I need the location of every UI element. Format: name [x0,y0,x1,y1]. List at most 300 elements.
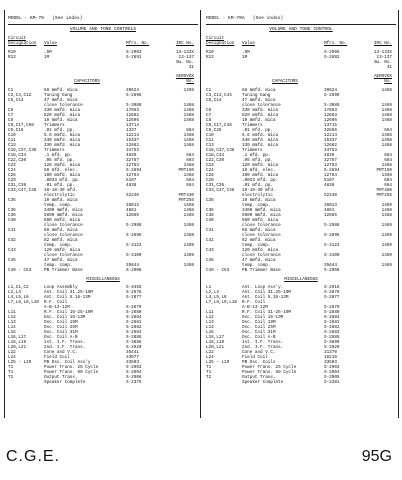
value-cell: Power Trans. 60 Cycle [242,370,297,375]
circuit-cell: C35 [206,198,214,203]
part-no-cell: 1468 [183,138,194,143]
value-cell: .01 mfd. pp. [44,183,75,188]
value-cell: PB Osc. Coils [242,360,276,365]
value-cell: R.F. Coil [44,300,68,305]
part-no-cell: 1468 [183,213,194,218]
value-cell: 330 mmfd. mica [242,108,279,113]
value-cell: 82 mmfd. mica [44,238,78,243]
circuit-cell: C1 [8,88,14,93]
part-no-cell: 13-133X [175,50,194,55]
mfrs-cell: S-3455 [126,285,142,290]
value-cell: 100 mmfd. mica [44,173,81,178]
mfrs-cell: 17863 [126,108,139,113]
mfrs-cell: S-2878 [324,290,340,295]
part-no-cell: Sw. No. [175,60,194,65]
value-cell: Ant. Coil 5.16-13M [242,295,289,300]
value-cell: 5.6 mmfd. mica [242,133,279,138]
value-cell: 47 mmfd. mica [242,98,276,103]
part-no-cell: 13-137 [376,55,392,60]
mfrs-cell: 36013 [126,203,139,208]
value-cell: .01 mfd. pp. [242,128,273,133]
aerovox-header: AEROVOX [175,74,194,79]
circuit-cell: C49 - C53 [8,268,32,273]
circuit-cell: L2,L3 [8,290,21,295]
circuit-cell: L12 [8,315,16,320]
value-cell: Tuning Gang [44,93,73,98]
misc-rows [8,285,198,385]
circuit-cell: C6 [206,108,212,113]
value-cell: 1M [44,55,50,60]
part-no-cell: 1468 [183,143,194,148]
part-no-cell: 684 [384,158,392,163]
circuit-cell: C23 [8,163,16,168]
value-cell: 50 mfd. elec. [44,168,78,173]
value-cell: 820 mmfd. mica [242,113,279,118]
circuit-cell: L18,L19 [206,340,225,345]
mfrs-cell: 4881 [324,208,335,213]
part-no-cell: 684 [186,178,194,183]
value-cell: R.F. Coil 31-25-19M [242,310,291,315]
circuit-cell: L13 [8,320,16,325]
part-no-cell: Sw. No. [373,60,392,65]
mfrs-cell: S-2885 [126,335,142,340]
mfrs-cell: S-2908 [324,268,340,273]
circuit-cell: L1 [206,285,212,290]
mfrs-cell: 13715 [324,123,337,128]
part-no-cell [166,380,194,385]
circuit-cell: L24 [8,355,16,360]
value-header: Value [44,41,57,46]
mfrs-cell: 36013 [324,203,337,208]
value-cell: 680 mmfd. mica [242,218,279,223]
part-no-cell: 684 [186,158,194,163]
mfrs-cell: 12865 [126,213,139,218]
circuit-cell: C5,C14 [8,98,24,103]
value-cell: 340 mmfd. mica [242,138,279,143]
circuit-cell: C38 [206,213,214,218]
part-no-cell: 1468 [183,163,194,168]
mfrs-cell: 35644 [126,263,139,268]
model-heading: MODEL - KM-70A (See index) [206,16,284,21]
value-cell: .1 mfd. pp. [242,153,271,158]
circuit-cell: C35 [8,198,16,203]
value-cell: 120 mmfd. mica [242,248,279,253]
mfrs-cell: S-2880 [324,310,340,315]
mfrs-cell: 15337 [126,138,139,143]
part-no-cell: 13-133X [373,50,392,55]
circuit-cell: L15 [8,330,16,335]
mfrs-cell: 12763 [324,163,337,168]
designation-header: Designation [206,41,235,46]
circuit-cell: L18,L19 [8,340,27,345]
mfrs-cell: 12214 [324,133,337,138]
part-no-cell: PRT480 [376,188,392,193]
circuit-cell: L7,L8,L9,L10 [8,300,39,305]
mfrs-cell: S-2877 [126,295,142,300]
part-no-cell: 684 [384,128,392,133]
circuit-cell: L7,L8,L9,L10 [206,300,237,305]
circuit-cell: C3,C4,C12 [8,93,32,98]
mfrs-cell: S-2916 [324,285,340,290]
mfrs-cell: S-2903 [126,365,142,370]
value-cell: Speaker Complete [44,380,86,385]
circuit-cell: C3,C13,C44 [206,93,232,98]
circuit-cell: C33,C47,C48 [206,188,235,193]
table-row [206,380,396,385]
circuit-cell: C9,C17,C48 [206,123,232,128]
mfrs-cell: 4838 [126,183,137,188]
table-row [206,65,396,70]
misc-rows [206,285,396,385]
value-cell: PB Osc. Coil Ass'y [44,360,91,365]
circuit-cell: C29 [8,178,16,183]
mfrs-cell [126,65,166,70]
circuit-cell: C8 [8,118,14,123]
circuit-cell: R10 [206,50,214,55]
mfrs-cell: S-2894 [324,168,340,173]
mfrs-cell: S-2895 [324,233,340,238]
circuit-cell: C38 [8,213,16,218]
circuit-cell: C40 [206,218,214,223]
value-cell: 120 mmfd. mica [242,163,279,168]
value-cell: Trimmers [44,148,65,153]
circuit-cell: L11 [8,310,16,315]
mfrs-cell: 32556 [324,128,337,133]
mfrs-cell: S2240 [324,193,337,198]
circuit-cell: C5,C14 [206,98,222,103]
mfrs-cell: S-3089 [126,103,142,108]
volume-rows [8,50,198,70]
value-cell: .0033 mfd. pp. [242,178,279,183]
part-no-cell: PRT150 [376,168,392,173]
circuit-cell: C40 [8,218,16,223]
circuit-cell: C22,C30 [206,158,225,163]
mfrs-cell: 12696 [126,118,139,123]
value-cell: .5M [242,50,250,55]
value-cell: .01 mfd. pp. [44,128,75,133]
value-cell: Ant. Coil 31.25-19M [242,290,291,295]
part-no-cell: 1468 [381,173,392,178]
mfrs-cell: 34753 [324,148,337,153]
part-no-cell: 1469 [183,243,194,248]
value-cell: temp. comp. [44,243,73,248]
mfrs-cell: S-2882 [126,325,142,330]
mfrs-cell: S-3100 [324,253,340,258]
aerovox-header: AEROVOX [373,74,392,79]
mfrs-cell: 4838 [324,183,335,188]
circuit-cell: C31,C36 [8,183,27,188]
value-cell: close tolerance [44,233,83,238]
part-no-cell: 1468 [381,138,392,143]
value-cell: electrolytic [44,193,75,198]
value-cell: Power Trans. 25 Cycle [44,365,99,370]
part-no-cell: 1469 [381,243,392,248]
circuit-cell: C23 [206,163,214,168]
volume-section-title: VOLUME AND TONE CONTROLS [69,27,137,32]
capacitor-rows [206,88,396,273]
circuit-cell: R13 [206,55,214,60]
irc-header: IRC No. [373,41,392,46]
part-no-cell: 1468 [183,108,194,113]
value-cell: 47 mmfd. mica [44,98,78,103]
circuit-cell: C6 [8,108,14,113]
part-no-cell: 1468 [183,118,194,123]
circuit-cell: C36 [8,208,16,213]
circuit-cell: C45 [206,258,214,263]
right-column [206,16,396,416]
mfrs-cell: S2240 [126,193,139,198]
circuit-cell: L24 [206,355,214,360]
value-cell: 2nd. I.F. Trans. [44,345,86,350]
part-no-cell: 13-137 [178,55,194,60]
value-cell: 10 mmfd. mica [242,198,276,203]
misc-title: MISCELLANEOUS [284,277,318,282]
mfrs-cell: 32787 [126,158,139,163]
circuit-cell: C41 [8,228,16,233]
circuit-cell [8,380,36,385]
circuit-cell: C8 [206,118,212,123]
mfrs-cell: S-2882 [324,325,340,330]
value-cell: 3400 mmfd. mica [44,208,83,213]
circuit-cell: C9,C26 [206,128,222,133]
value-cell: Osc. Coil A-B [44,335,78,340]
part-no-cell: PRT255 [178,198,194,203]
mfrs-cell: 12764 [126,173,139,178]
part-no-cell: 1468 [183,103,194,108]
publisher-mark: C.G.E. [6,448,61,465]
value-cell: R.F. Coil [242,300,266,305]
part-no-cell: 684 [186,183,194,188]
mfrs-cell: S-2904 [324,370,340,375]
value-cell: Speaker Complete [242,380,284,385]
mfrs-cell: S-3886 [126,340,142,345]
part-no-cell: 1469 [183,88,194,93]
value-cell: 68 mmfd. mica [44,88,78,93]
circuit-cell: L25 - L29 [8,360,32,365]
mfrs-cell: S-2884 [324,315,340,320]
mfrs-cell: 39624 [126,88,139,93]
mfrs-cell: S-2883 [324,330,340,335]
circuit-cell: C10 [8,133,16,138]
part-no-cell: 1469 [183,263,194,268]
part-no-cell: 1469 [381,103,392,108]
value-cell: close tolerance [242,223,281,228]
value-cell: close tolerance [44,223,83,228]
mfrs-cell: 12696 [324,118,337,123]
mfrs-cell: 39624 [324,88,337,93]
part-no-cell [364,380,392,385]
mfrs-cell: S-2920 [324,345,340,350]
circuit-cell: L13 [206,320,214,325]
volume-rows [206,50,396,70]
mfrs-cell: 32787 [324,158,337,163]
mfrs-cell: 5107 [324,178,335,183]
mfrs-cell: 12682 [126,143,139,148]
value-cell: Osc. Coil 25M [44,325,78,330]
part-no-cell: 1468 [381,108,392,113]
circuit-cell: L16,L17 [206,335,225,340]
circuit-cell: C22,C30 [8,158,27,163]
value-cell: 10 mmfd. mica [242,118,276,123]
circuit-cell: C24 [8,168,16,173]
mfrs-cell: S-2892 [324,55,340,60]
value-cell: .05 mfd. pp. [242,158,273,163]
value-cell: Cone and V.C. [44,350,78,355]
mfrs-cell: S-3123 [126,243,142,248]
mfrs-cell: S-2908 [126,268,142,273]
part-no-cell: 1468 [381,113,392,118]
circuit-cell [206,65,234,70]
mfrs-cell: S-2903 [126,50,142,55]
value-cell: Osc. Coil 31M [242,330,276,335]
table-row [206,268,396,273]
mfrs-cell: 12865 [324,213,337,218]
value-cell: Ant. Coil 31.25-19M [44,290,93,295]
mfrs-cell: 12214 [126,133,139,138]
capacitors-subhead [8,72,198,84]
value-cell: 10-10-30 mfd. [242,188,276,193]
value-cell: 10 mmfd. mica [44,118,78,123]
circuit-cell: L20,L21 [8,345,27,350]
circuit-cell: C16,C37,C38 [206,148,235,153]
model-heading: MODEL - KM-70 (See index) [8,16,83,21]
mfrs-cell: S-2881 [126,320,142,325]
circuit-cell: T1 [8,370,14,375]
circuit-cell: T2 [8,375,14,380]
aerovox-no-header: No. [186,79,194,84]
mfrs-cell: 5107 [126,178,137,183]
value-cell: temp. comp. [242,263,271,268]
mfrs-cell: S-2920 [126,345,142,350]
part-no-cell: 684 [186,153,194,158]
part-no-cell: 684 [384,153,392,158]
circuit-cell [206,380,234,385]
value-cell: 5600 mmfd. mica [44,213,83,218]
value-cell [36,65,126,70]
part-no-cell: 1468 [381,88,392,93]
capacitors-title: CAPACITORS [272,79,298,84]
capacitor-rows [8,88,198,273]
mfrs-cell: S-2899 [324,93,340,98]
value-cell: 5.6 mmfd. mica [44,133,81,138]
part-no-cell: 1468 [381,163,392,168]
circuit-cell: T1 [206,365,212,370]
value-cell: Ant. Loop Ass'y. [242,285,284,290]
value-cell: 330 mmfd. mica [242,143,279,148]
circuit-cell: C43 [206,248,214,253]
part-no-cell: 1468 [381,208,392,213]
table-row [8,268,198,273]
value-header: Value [242,41,255,46]
capacitors-subhead [206,72,396,84]
circuit-cell: L15 [206,330,214,335]
part-no-cell: 31 [386,65,392,70]
mfrs-cell: S-2883 [126,330,142,335]
mfrs-cell: S-2896 [126,93,142,98]
circuit-cell: C24 [206,168,214,173]
circuit-cell: C49 - C53 [206,268,230,273]
circuit-cell: L14 [206,325,214,330]
circuit-cell: C9,C17,C68 [8,123,34,128]
mfrs-cell: S-2988 [126,223,142,228]
part-no-cell: 1469 [381,223,392,228]
circuit-cell: C36 [206,208,214,213]
circuit-cell: C16,C37,C38 [8,148,37,153]
mfrs-cell: S-2885 [324,335,340,340]
value-cell: Output Trans. [242,375,276,380]
circuit-cell: C18,C34 [206,153,225,158]
circuit-cell: L11 [206,310,214,315]
circuit-header: Circuit [8,36,27,41]
value-cell: 68 mmfd. mica [242,228,276,233]
mfrs-cell: S-2904 [126,370,142,375]
value-cell: Osc. Coil 16-13M [44,315,86,320]
part-no-cell [364,268,392,273]
circuit-cell: L25 - L29 [206,360,230,365]
mfrs-cell: S-2884 [126,315,142,320]
circuit-cell: C7 [206,113,212,118]
mfrs-cell: S-2879 [126,305,142,310]
mfrs-cell: 35441 [126,350,139,355]
value-cell: 82 mmfd. mica [242,238,276,243]
value-cell: A-B-13-12M [242,305,268,310]
value-cell: 120 mmfd. mica [44,248,81,253]
circuit-cell: C11 [206,138,214,143]
aerovox-no-header: No. [384,79,392,84]
circuit-cell: C45 [8,258,16,263]
circuit-cell: R13 [8,55,16,60]
mfrs-cell: 31370 [324,350,337,355]
circuit-cell: C11 [8,138,16,143]
capacitors-title: CAPACITORS [74,79,100,84]
left-column [8,16,198,416]
circuit-cell: C13 [8,143,16,148]
circuit-cell: C1 [206,88,212,93]
value-cell: close tolerance [44,103,83,108]
circuit-cell: C41 [206,228,214,233]
value-cell: 340 mmfd. mica [44,138,81,143]
value-cell: A-B-13-12M [44,305,70,310]
circuit-cell: L20,L21 [206,345,225,350]
mfrs-cell: 12682 [324,143,337,148]
circuit-cell: C28 [206,173,214,178]
value-cell: .05 mfd. pp. [44,158,75,163]
column-divider-center [200,10,201,418]
part-no-cell: 1469 [183,233,194,238]
mfrs-cell: S-2891 [126,55,142,60]
circuit-cell: C28 [8,173,16,178]
mfrs-cell: S-2878 [126,290,142,295]
mfrs-cell: 1337 [126,128,137,133]
value-cell [234,65,324,70]
value-cell: 120 mmfd. mica [44,163,81,168]
value-cell: Ant. Coil 5.16-13M [44,295,91,300]
table-header [8,36,198,46]
mfrs-cell: 33077 [126,355,139,360]
mfrs-cell: 4839 [126,153,137,158]
value-cell: 3400 mmfd. mica [242,208,281,213]
mfrs-cell: S-2906 [126,375,142,380]
mfrs-cell: 34753 [126,148,139,153]
part-no-cell: 31 [188,65,194,70]
part-no-cell: 1468 [183,173,194,178]
circuit-cell: L1,C1,C2 [8,285,29,290]
mfrs-header: Mfrs. No. [126,41,150,46]
mfrs-cell: 12683 [324,113,337,118]
part-no-cell [166,268,194,273]
mfrs-cell: 17863 [324,108,337,113]
value-cell: Output Trans. [44,375,78,380]
